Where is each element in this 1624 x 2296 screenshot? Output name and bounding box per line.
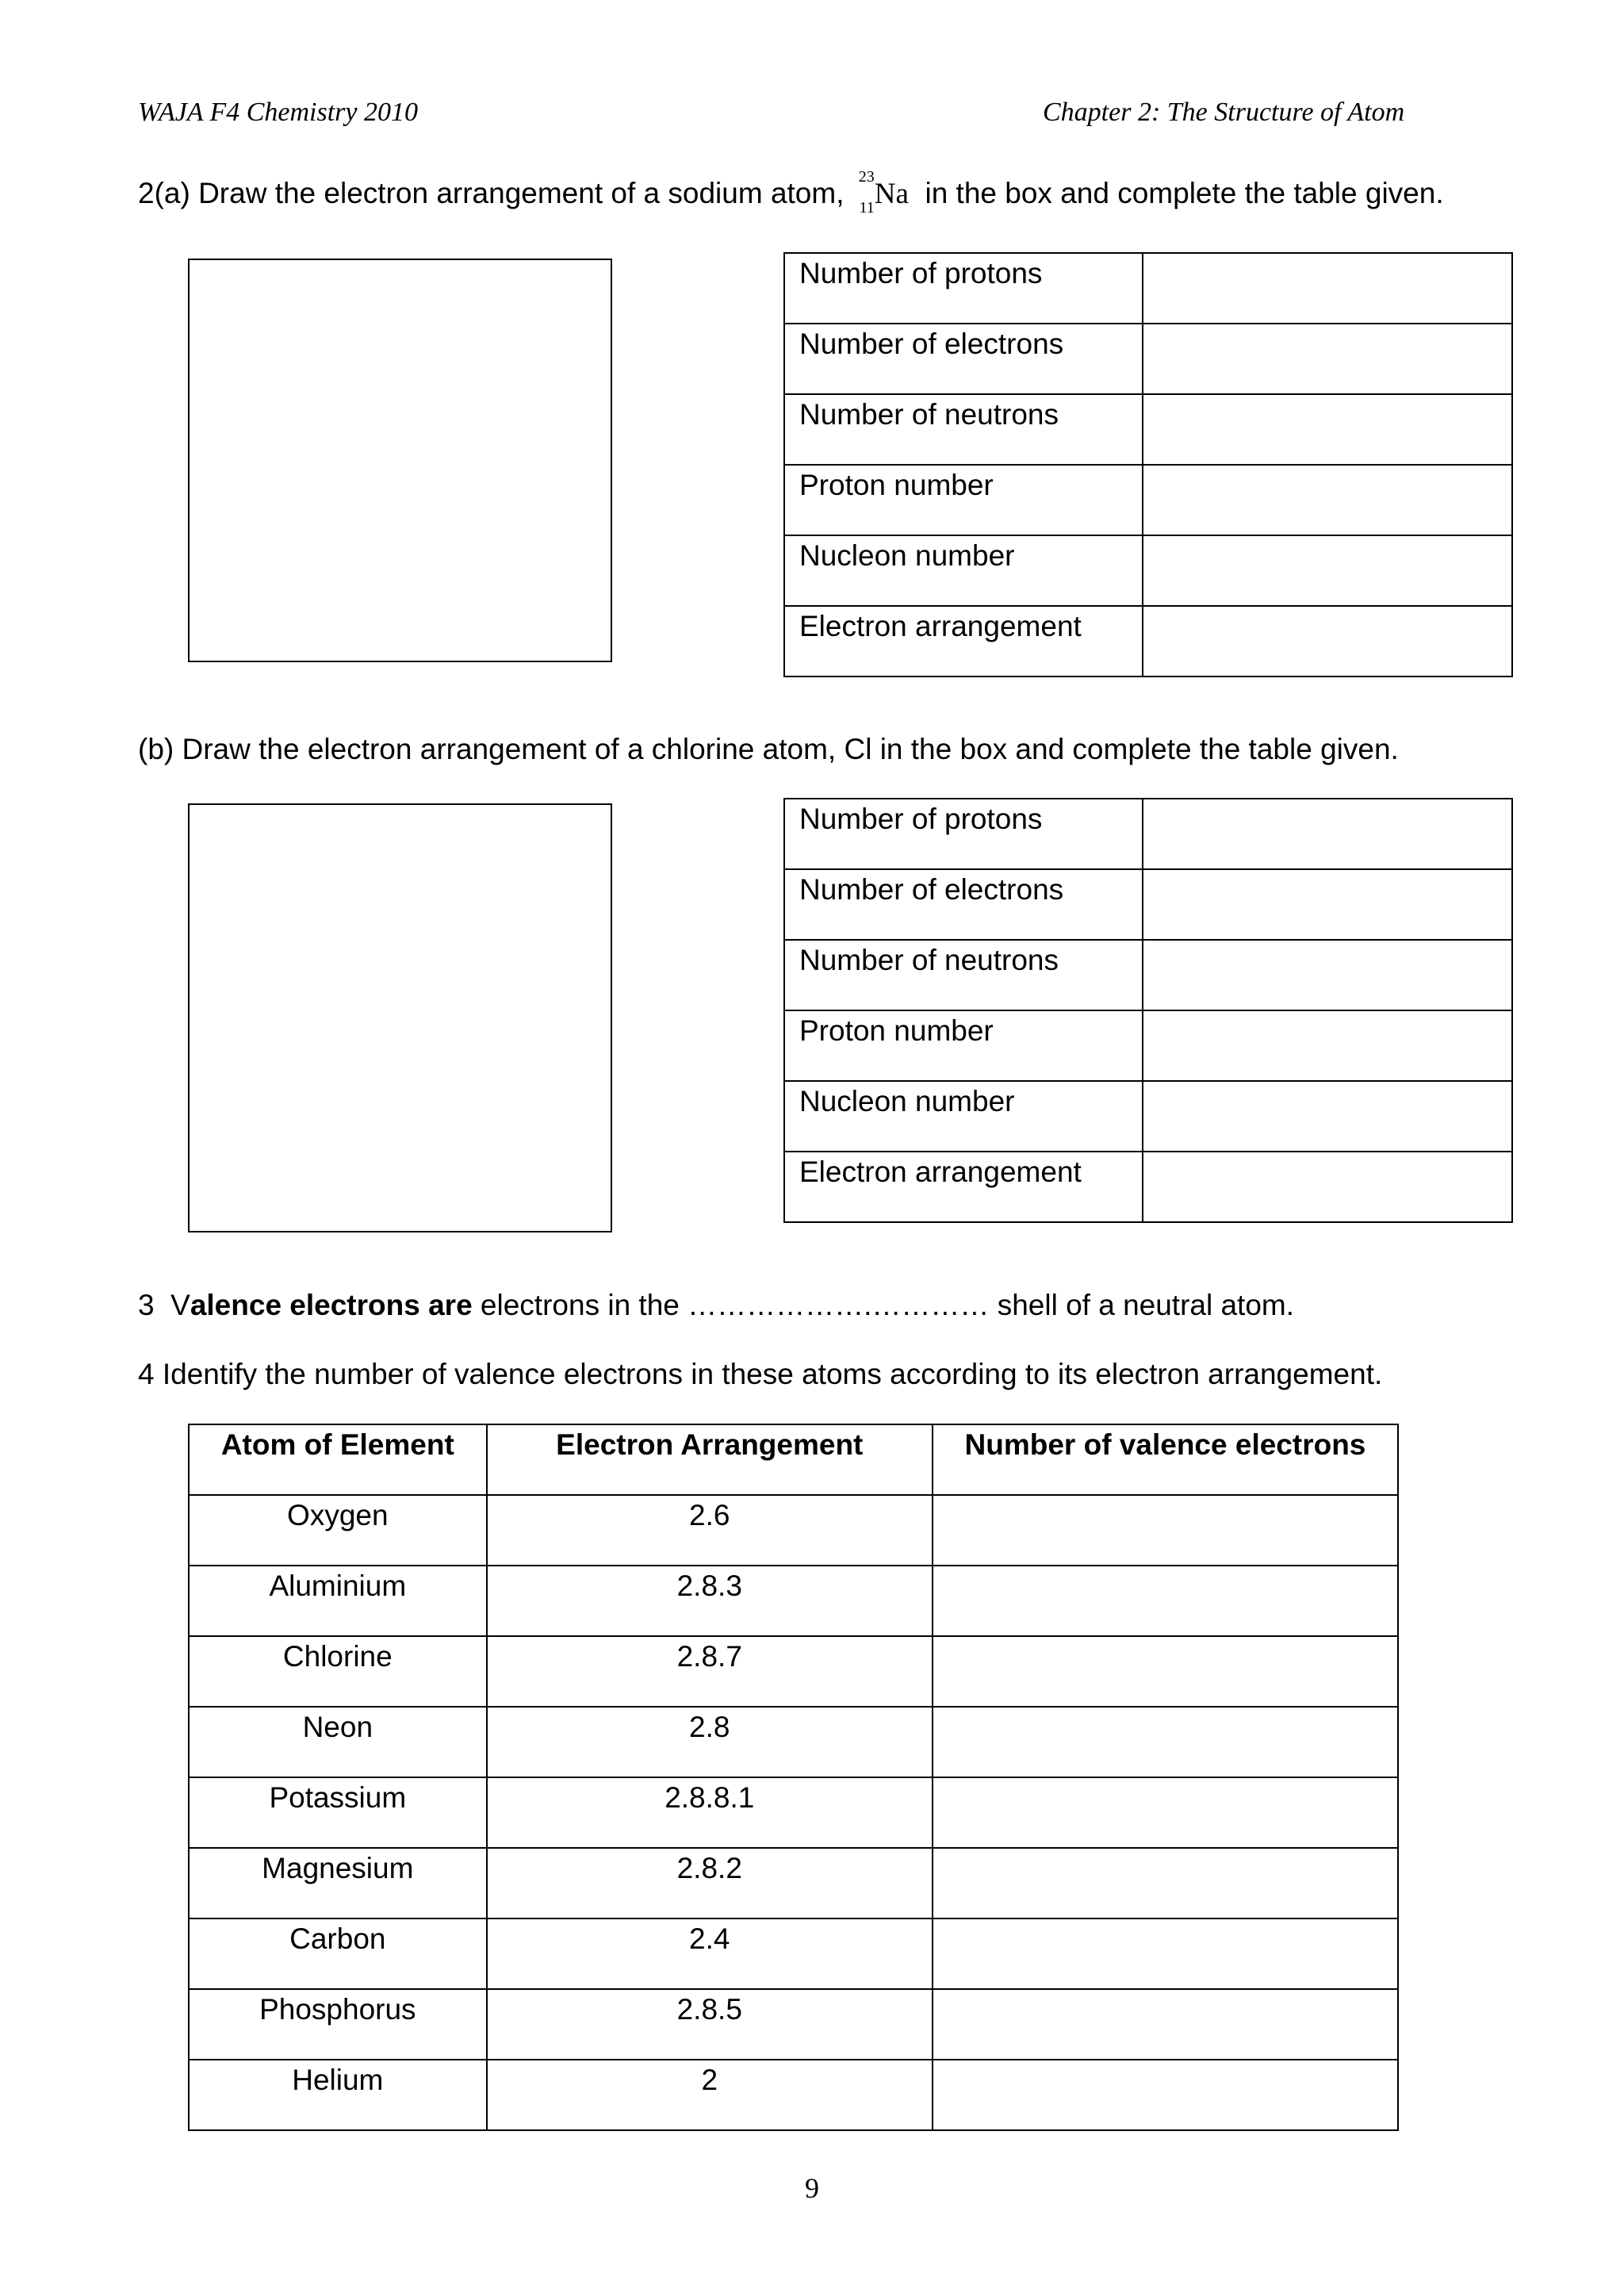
question-2a-suffix: in the box and complete the table given. (925, 177, 1444, 209)
answer-cell[interactable] (1143, 1010, 1512, 1081)
table-header-row (189, 1424, 1398, 1495)
table-label: Number of electrons (784, 869, 1143, 940)
table-row (189, 1989, 1398, 2060)
element-cell: Phosphorus (189, 1989, 487, 2060)
table-label: Electron arrangement (784, 1152, 1143, 1222)
element-cell: Carbon (189, 1918, 487, 1989)
arrangement-cell: 2.6 (487, 1495, 933, 1566)
column-header: Electron Arrangement (487, 1424, 933, 1495)
proton-number: 11 (859, 199, 875, 217)
table-row (784, 465, 1512, 535)
answer-cell[interactable] (933, 1777, 1398, 1848)
answer-cell[interactable] (1143, 324, 1512, 394)
table-row (784, 869, 1512, 940)
element-cell: Potassium (189, 1777, 487, 1848)
question-4: 4 Identify the number of valence electrons in these atoms according to its electron arrangement. (138, 1358, 1383, 1390)
element-cell: Magnesium (189, 1848, 487, 1918)
arrangement-cell: 2 (487, 2060, 933, 2130)
arrangement-cell: 2.8.5 (487, 1989, 933, 2060)
nucleon-number: 23 (858, 168, 875, 186)
answer-cell[interactable] (1143, 799, 1512, 869)
valence-table (188, 1424, 1399, 2131)
arrangement-cell: 2.8 (487, 1707, 933, 1777)
table-label: Number of neutrons (784, 394, 1143, 465)
table-label: Nucleon number (784, 535, 1143, 606)
arrangement-cell: 2.4 (487, 1918, 933, 1989)
arrangement-cell: 2.8.7 (487, 1636, 933, 1707)
table-row (189, 1495, 1398, 1566)
answer-cell[interactable] (933, 1707, 1398, 1777)
element-cell: Neon (189, 1707, 487, 1777)
question-2b: (b) Draw the electron arrangement of a chlorine atom, Cl in the box and complete the table given. (138, 733, 1399, 765)
table-label: Number of electrons (784, 324, 1143, 394)
arrangement-cell: 2.8.2 (487, 1848, 933, 1918)
page-number: 9 (805, 2172, 819, 2204)
element-cell: Chlorine (189, 1636, 487, 1707)
chlorine-table (783, 798, 1513, 1223)
table-row (189, 1848, 1398, 1918)
question-3-v: V (170, 1289, 190, 1321)
element-cell: Oxygen (189, 1495, 487, 1566)
table-label: Number of protons (784, 799, 1143, 869)
table-row (784, 799, 1512, 869)
column-header: Atom of Element (189, 1424, 487, 1495)
answer-cell[interactable] (933, 1989, 1398, 2060)
answer-cell[interactable] (933, 2060, 1398, 2130)
question-2a (138, 168, 1444, 217)
answer-cell[interactable] (1143, 394, 1512, 465)
table-row (784, 606, 1512, 677)
question-3-number: 3 (138, 1289, 155, 1321)
question-2a-prefix: 2(a) Draw the electron arrangement of a sodium atom, (138, 177, 845, 209)
table-label: Nucleon number (784, 1081, 1143, 1152)
element-symbol: Na (874, 178, 909, 210)
table-row (784, 1081, 1512, 1152)
sodium-table (783, 252, 1513, 677)
table-row (189, 1918, 1398, 1989)
table-row (784, 1152, 1512, 1222)
answer-cell[interactable] (933, 1495, 1398, 1566)
arrangement-cell: 2.8.3 (487, 1566, 933, 1636)
answer-cell[interactable] (933, 1636, 1398, 1707)
table-row (189, 1636, 1398, 1707)
table-row (784, 940, 1512, 1010)
question-3-rest: electrons in the ……………….………… shell of a neutral atom. (472, 1289, 1295, 1321)
answer-cell[interactable] (933, 1918, 1398, 1989)
table-label: Number of protons (784, 253, 1143, 324)
column-header: Number of valence electrons (933, 1424, 1398, 1495)
table-row (784, 253, 1512, 324)
isotope-notation (852, 168, 875, 217)
question-3-bold: alence electrons are (190, 1289, 473, 1321)
table-label: Electron arrangement (784, 606, 1143, 677)
answer-cell[interactable] (1143, 1152, 1512, 1222)
answer-cell[interactable] (1143, 606, 1512, 677)
table-row (189, 2060, 1398, 2130)
header-left: WAJA F4 Chemistry 2010 (138, 98, 418, 127)
table-row (784, 324, 1512, 394)
table-row (189, 1566, 1398, 1636)
answer-cell[interactable] (1143, 535, 1512, 606)
table-label: Number of neutrons (784, 940, 1143, 1010)
element-cell: Helium (189, 2060, 487, 2130)
table-row (784, 535, 1512, 606)
table-row (189, 1707, 1398, 1777)
table-label: Proton number (784, 1010, 1143, 1081)
drawing-box-sodium[interactable] (188, 259, 612, 662)
answer-cell[interactable] (1143, 940, 1512, 1010)
table-row (784, 394, 1512, 465)
answer-cell[interactable] (933, 1566, 1398, 1636)
answer-cell[interactable] (933, 1848, 1398, 1918)
answer-cell[interactable] (1143, 465, 1512, 535)
table-label: Proton number (784, 465, 1143, 535)
answer-cell[interactable] (1143, 253, 1512, 324)
header-right: Chapter 2: The Structure of Atom (1043, 98, 1405, 127)
arrangement-cell: 2.8.8.1 (487, 1777, 933, 1848)
answer-cell[interactable] (1143, 1081, 1512, 1152)
table-row (189, 1777, 1398, 1848)
element-cell: Aluminium (189, 1566, 487, 1636)
table-row (784, 1010, 1512, 1081)
answer-cell[interactable] (1143, 869, 1512, 940)
drawing-box-chlorine[interactable] (188, 803, 612, 1232)
question-3 (138, 1289, 1294, 1322)
